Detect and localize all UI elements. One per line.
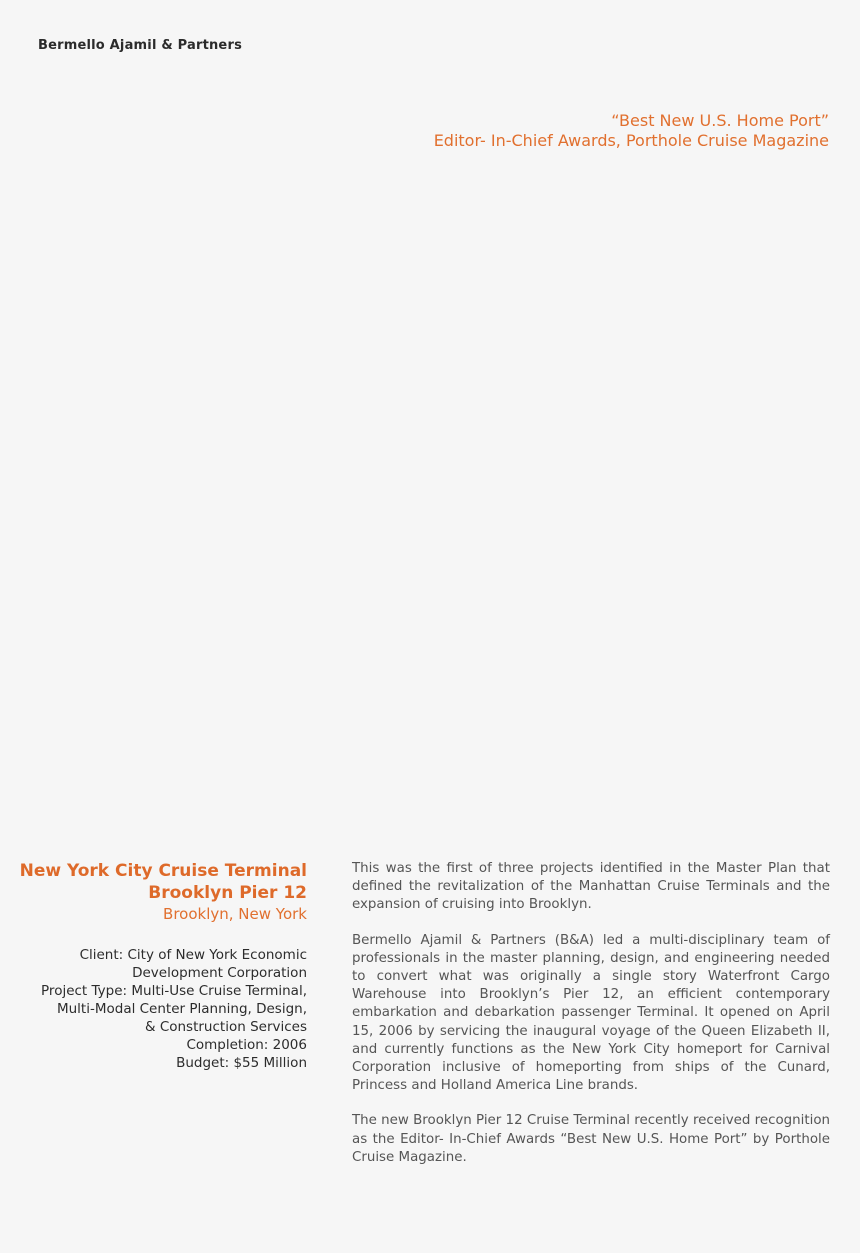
detail-line: Client: City of New York Economic [79,947,307,963]
detail-line: Multi-Modal Center Planning, Design, [56,1001,307,1017]
company-name: Bermello Ajamil & Partners [38,38,243,53]
project-title-line1: New York City Cruise Terminal [19,861,307,881]
award-source: Editor- In-Chief Awards, Porthole Cruise Magazine [433,131,829,150]
detail-line: & Construction Services [145,1019,307,1035]
detail-line: Completion: 2006 [186,1037,307,1053]
description-paragraph: The new Brooklyn Pier 12 Cruise Terminal recently received recognition as the Editor- In-Chief Awards “Best New U.S. Home Port” by Porthole Cruise Magazine. [352,1113,830,1165]
project-details [17,946,307,1072]
project-location: Brooklyn, New York [163,905,307,923]
detail-line: Development Corporation [132,965,307,981]
description-paragraph: This was the first of three projects identified in the Master Plan that defined the revitalization of the Manhattan Cruise Terminals and the expansion of cruising into Brooklyn. [352,861,830,913]
project-description [352,860,830,1184]
award-callout [434,111,829,151]
detail-line: Project Type: Multi-Use Cruise Terminal, [41,983,307,999]
award-title: “Best New U.S. Home Port” [611,111,829,130]
description-paragraph: Bermello Ajamil & Partners (B&A) led a multi-disciplinary team of professionals in the master planning, design, and engineering needed to convert what was originally a single story Waterfront Cargo Warehouse into Brooklyn’s Pier 12, an efficient contemporary embarkation and debarkation passenger Terminal. It opened on April 15, 2006 by servicing the inaugural voyage of the Queen Elizabeth II, and currently functions as the New York City homeport for Carnival Corporation inclusive of homeporting from ships of the Cunard, Princess and Holland America Line brands. [352,932,830,1094]
project-title-line2: Brooklyn Pier 12 [148,883,307,903]
detail-line: Budget: $55 Million [176,1055,307,1071]
project-sidebar [17,860,307,1072]
